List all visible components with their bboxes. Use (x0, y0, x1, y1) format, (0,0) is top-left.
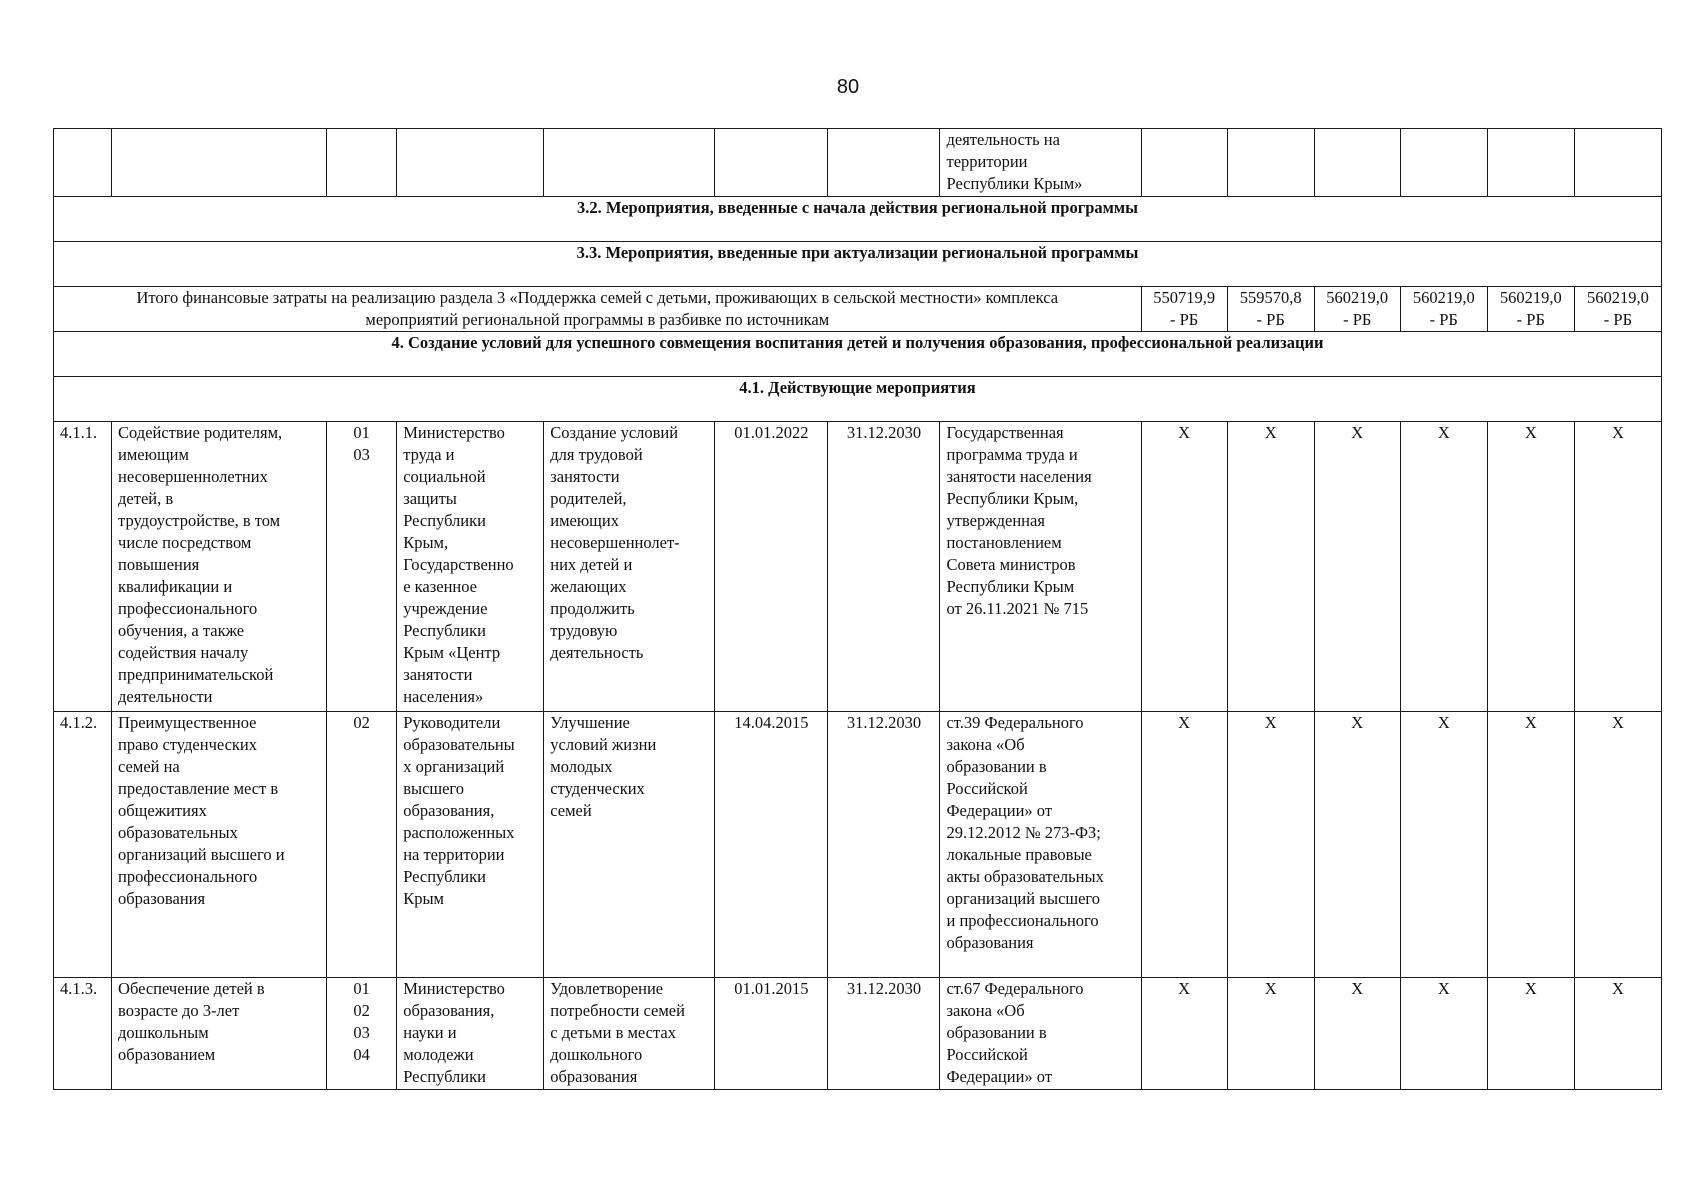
section-heading-4-1: 4.1. Действующие мероприятия (54, 377, 1662, 422)
financing-mark: X (1141, 712, 1227, 978)
section-row (54, 332, 1662, 377)
total-amount: 559570,8 - РБ (1227, 287, 1314, 332)
total-amount: 560219,0 - РБ (1400, 287, 1487, 332)
codes: 01 03 (327, 422, 397, 712)
table-row (54, 422, 1662, 712)
financing-mark: X (1574, 978, 1661, 1090)
executor: Министерство труда и социальной защиты Республики Крым, Государственно е казенное учреждение Республики Крым «Центр занятости населения» (397, 422, 544, 712)
measure-name: Обеспечение детей в возрасте до 3-лет дошкольным образованием (112, 978, 327, 1090)
expected-result: Создание условий для трудовой занятости родителей, имеющих несовершеннолет- них детей и желающих продолжить трудовую деятельность (544, 422, 715, 712)
table-row-continued (54, 129, 1662, 197)
table-row (54, 712, 1662, 978)
row-number: 4.1.3. (54, 978, 112, 1090)
section-row (54, 377, 1662, 422)
financing-mark: X (1141, 422, 1227, 712)
financing-mark: X (1227, 712, 1314, 978)
start-date: 01.01.2015 (715, 978, 828, 1090)
total-amount: 550719,9 - РБ (1141, 287, 1227, 332)
section-heading-3-3: 3.3. Мероприятия, введенные при актуализации региональной программы (54, 242, 1662, 287)
total-amount: 560219,0 - РБ (1574, 287, 1661, 332)
measure-name: Преимущественное право студенческих семей на предоставление мест в общежитиях образовательных организаций высшего и профессионального образования (112, 712, 327, 978)
expected-result: Улучшение условий жизни молодых студенческих семей (544, 712, 715, 978)
financing-mark: X (1314, 422, 1400, 712)
legal-basis: ст.67 Федерального закона «Об образовании в Российской Федерации» от (940, 978, 1141, 1090)
financing-mark: X (1574, 422, 1661, 712)
program-table (53, 128, 1662, 1090)
codes: 01 02 03 04 (327, 978, 397, 1090)
financing-mark: X (1314, 712, 1400, 978)
end-date: 31.12.2030 (828, 712, 940, 978)
legal-basis: Государственная программа труда и занятости населения Республики Крым, утвержденная постановлением Совета министров Республики Крым от 26.11.2021 № 715 (940, 422, 1141, 712)
totals-label: Итого финансовые затраты на реализацию раздела 3 «Поддержка семей с детьми, проживающих в сельской местности» комплекса мероприятий региональной программы в разбивке по источникам (54, 287, 1142, 332)
legal-basis: ст.39 Федерального закона «Об образовании в Российской Федерации» от 29.12.2012 № 273-ФЗ; локальные правовые акты образовательных организаций высшего и профессионального образования (940, 712, 1141, 978)
financing-mark: X (1227, 978, 1314, 1090)
total-amount: 560219,0 - РБ (1487, 287, 1574, 332)
executor: Руководители образовательны х организаций высшего образования, расположенных на территории Республики Крым (397, 712, 544, 978)
row-number: 4.1.2. (54, 712, 112, 978)
codes: 02 (327, 712, 397, 978)
section-row (54, 197, 1662, 242)
total-amount: 560219,0 - РБ (1314, 287, 1400, 332)
end-date: 31.12.2030 (828, 422, 940, 712)
section-heading-3-2: 3.2. Мероприятия, введенные с начала действия региональной программы (54, 197, 1662, 242)
section-row (54, 242, 1662, 287)
totals-row (54, 287, 1662, 332)
financing-mark: X (1487, 422, 1574, 712)
financing-mark: X (1487, 712, 1574, 978)
end-date: 31.12.2030 (828, 978, 940, 1090)
start-date: 14.04.2015 (715, 712, 828, 978)
section-heading-4: 4. Создание условий для успешного совмещения воспитания детей и получения образования, профессиональной реализации (54, 332, 1662, 377)
financing-mark: X (1574, 712, 1661, 978)
financing-mark: X (1400, 712, 1487, 978)
financing-mark: X (1487, 978, 1574, 1090)
table-row (54, 978, 1662, 1090)
financing-mark: X (1141, 978, 1227, 1090)
page-number: 80 (836, 76, 860, 98)
financing-mark: X (1400, 422, 1487, 712)
financing-mark: X (1227, 422, 1314, 712)
financing-mark: X (1400, 978, 1487, 1090)
row-number: 4.1.1. (54, 422, 112, 712)
basis-cell-continued: деятельность на территории Республики Крым» (940, 129, 1141, 197)
start-date: 01.01.2022 (715, 422, 828, 712)
expected-result: Удовлетворение потребности семей с детьми в местах дошкольного образования (544, 978, 715, 1090)
measure-name: Содействие родителям, имеющим несовершеннолетних детей, в трудоустройстве, в том числе посредством повышения квалификации и профессионального обучения, а также содействия началу предпринимательской деятельности (112, 422, 327, 712)
executor: Министерство образования, науки и молодежи Республики (397, 978, 544, 1090)
financing-mark: X (1314, 978, 1400, 1090)
